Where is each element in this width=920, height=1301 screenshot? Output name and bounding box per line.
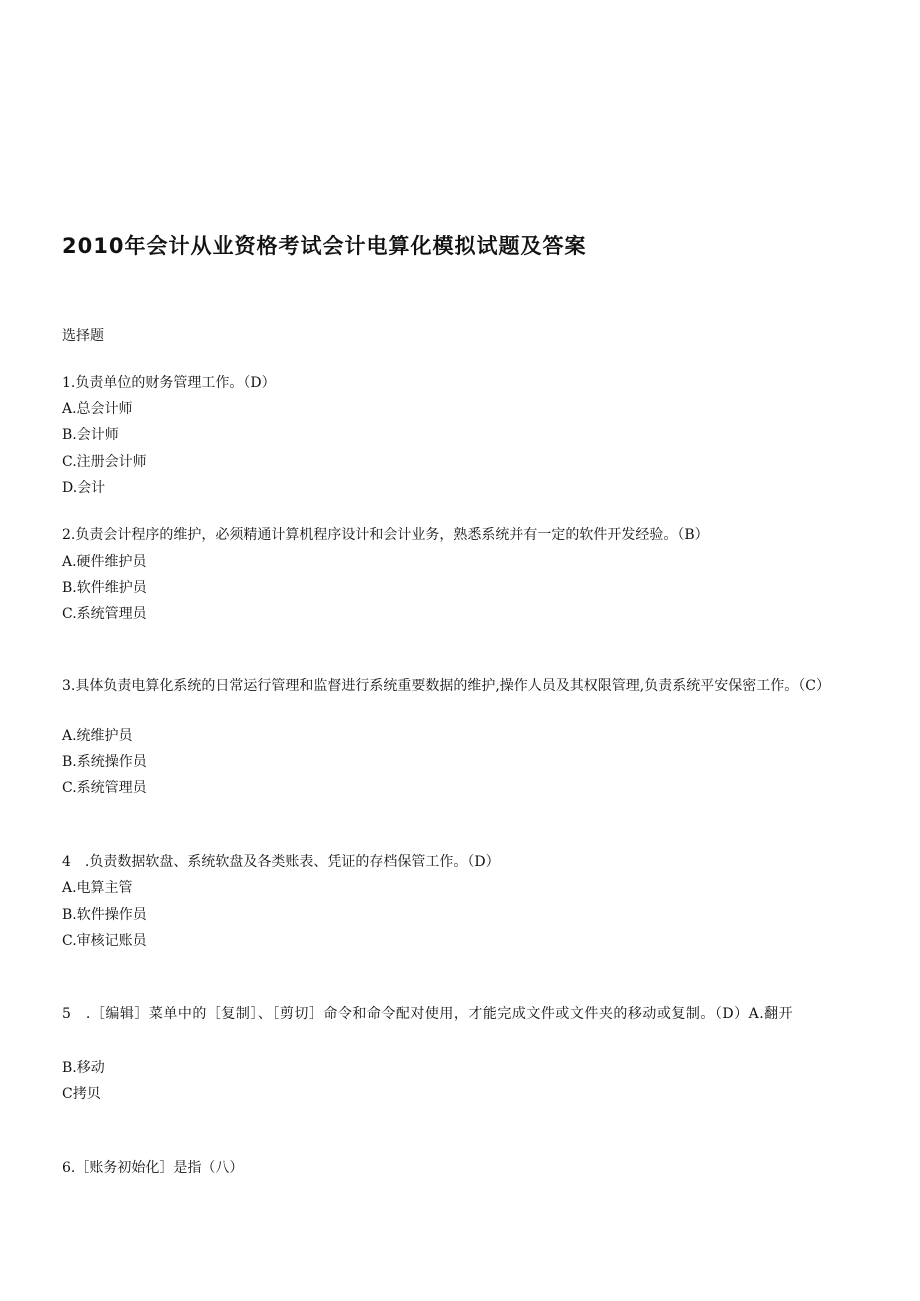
question-2-option-a: A.硬件维护员 xyxy=(62,554,147,570)
question-1-option-d: D.会计 xyxy=(62,480,106,496)
question-1-option-a: A.总会计师 xyxy=(62,401,133,417)
question-5-option-c: C拷贝 xyxy=(62,1086,101,1102)
question-4-stem: 4 .负责数据软盘、系统软盘及各类账表、凭证的存档保管工作。（D） xyxy=(62,854,500,870)
question-3-option-b: B.系统操作员 xyxy=(62,754,147,770)
question-4-option-c: C.审核记账员 xyxy=(62,933,147,949)
question-3-stem: 3.具体负责电算化系统的日常运行管理和监督进行系统重要数据的维护,操作人员及其权限管理,负责系统平安保密工作。（C） xyxy=(62,678,830,694)
question-3-option-c: C.系统管理员 xyxy=(62,780,147,796)
question-2-option-b: B.软件维护员 xyxy=(62,580,147,596)
question-4-option-b: B.软件操作员 xyxy=(62,907,147,923)
question-6-stem: 6.［账务初始化］是指（八） xyxy=(62,1160,244,1176)
question-5-option-b: B.移动 xyxy=(62,1060,105,1076)
document-title: 2010年会计从业资格考试会计电算化模拟试题及答案 xyxy=(62,234,587,258)
question-1-stem: 1.负责单位的财务管理工作。（D） xyxy=(62,375,276,391)
question-2-stem: 2.负责会计程序的维护，必须精通计算机程序设计和会计业务，熟悉系统并有一定的软件开发经验。（B） xyxy=(62,527,709,543)
question-4-option-a: A.电算主管 xyxy=(62,880,133,896)
question-2-option-c: C.系统管理员 xyxy=(62,606,147,622)
question-5-stem: 5 .［编辑］菜单中的［复制］、［剪切］命令和命令配对使用，才能完成文件或文件夹的移动或复制。（D）A.翻开 xyxy=(62,1006,794,1022)
section-heading: 选择题 xyxy=(62,328,104,344)
question-1-option-b: B.会计师 xyxy=(62,427,119,443)
question-1-option-c: C.注册会计师 xyxy=(62,454,147,470)
question-3-option-a: A.统维护员 xyxy=(62,728,133,744)
